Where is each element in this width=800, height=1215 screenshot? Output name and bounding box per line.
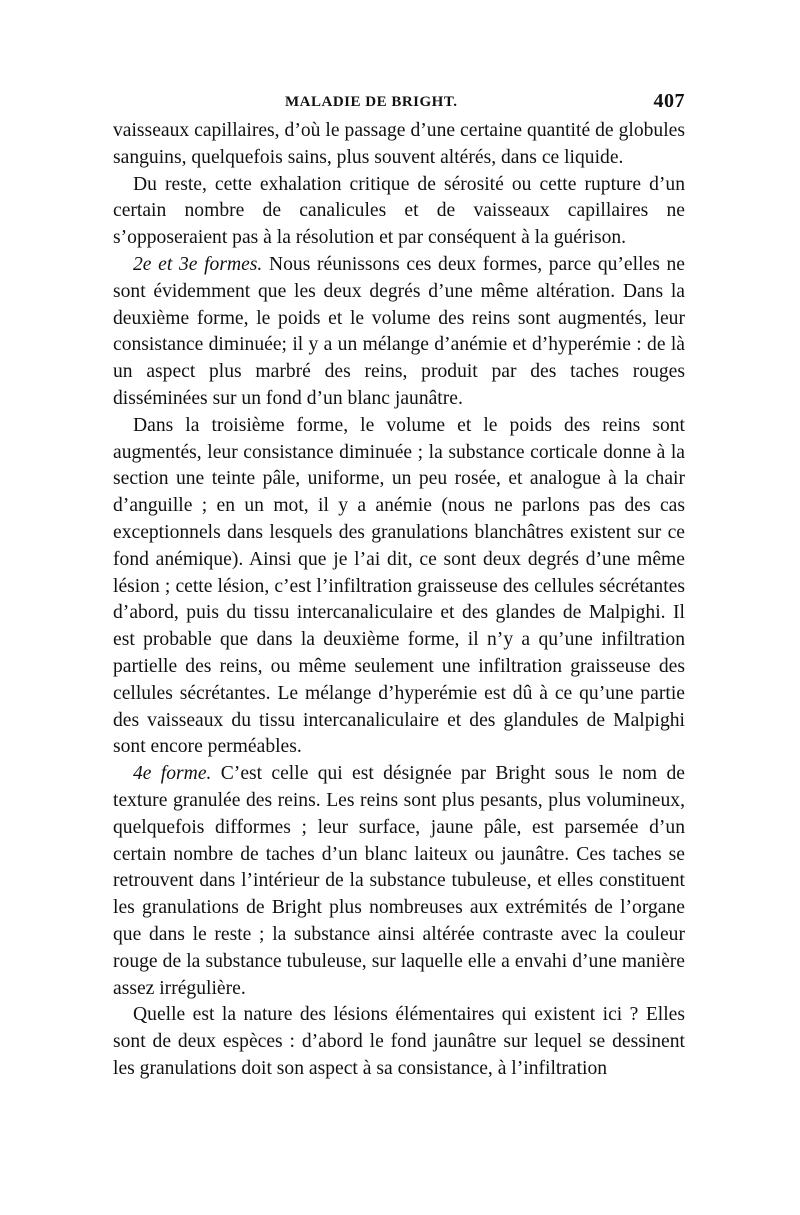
paragraph-5-lead: 4e forme.: [133, 763, 212, 785]
paragraph-6: Quelle est la nature des lésions élémentaires qui existent ici ? Elles sont de deux espèces : d’abord le fond jaunâtre sur lequel se dessinent les granulations doit son aspect à sa consistance, à l’infiltration: [113, 1004, 685, 1079]
paragraph-3: [113, 252, 685, 413]
paragraph-1: vaisseaux capillaires, d’où le passage d’une certaine quantité de globules sanguins, quelquefois sains, plus souvent altérés, dans ce liquide.: [113, 120, 685, 168]
page-number: 407: [653, 90, 685, 112]
running-title: MALADIE DE BRIGHT.: [285, 94, 458, 110]
body-text: [113, 118, 685, 1083]
paragraph-5-text: C’est celle qui est désignée par Bright sous le nom de texture granulée des reins. Les reins sont plus pesants, plus volumineux, quelquefois difformes ; leur surface, jaune pâle, est parsemée d’un certain nombre de taches d’un blanc laiteux ou jaunâtre. Ces taches se retrouvent dans l’intérieur de la substance tubuleuse, et elles constituent les granulations de Bright plus nombreuses aux extrémités de l’organe que dans le reste ; la substance ainsi altérée contraste avec la couleur rouge de la substance tubuleuse, sur laquelle elle a envahi d’une manière assez irrégulière.: [113, 763, 685, 999]
book-page: [113, 88, 685, 1083]
running-head: [113, 88, 685, 118]
paragraph-3-text: Nous réunissons ces deux formes, parce qu’elles ne sont évidemment que les deux degrés d’une même altération. Dans la deuxième forme, le poids et le volume des reins sont augmentés, leur consistance diminuée; il y a un mélange d’anémie et d’hyperémie : de là un aspect plus marbré des reins, produit par des taches rouges disséminées sur un fond d’un blanc jaunâtre.: [113, 253, 685, 409]
paragraph-5: [113, 761, 685, 1002]
paragraph-4: Dans la troisième forme, le volume et le poids des reins sont augmentés, leur consistance diminuée ; la substance corticale donne à la section une teinte pâle, uniforme, un peu rosée, et analogue à la chair d’anguille ; en un mot, il y a anémie (nous ne parlons pas des cas exceptionnels dans lesquels des granulations blanchâtres existent sur ce fond anémique). Ainsi que je l’ai dit, ce sont deux degrés d’une même lésion ; cette lésion, c’est l’infiltration graisseuse des cellules sécrétantes d’abord, puis du tissu intercanaliculaire et des glandes de Malpighi. Il est probable que dans la deuxième forme, il n’y a qu’une infiltration partielle des reins, ou même seulement une infiltration graisseuse des cellules sécrétantes. Le mélange d’hyperémie est dû à ce qu’une partie des vaisseaux du tissu intercanaliculaire et des glandules de Malpighi sont encore perméables.: [113, 414, 685, 758]
paragraph-3-lead: 2e et 3e formes.: [133, 253, 263, 275]
paragraph-2: Du reste, cette exhalation critique de sérosité ou cette rupture d’un certain nombre de canalicules et de vaisseaux capillaires ne s’opposeraient pas à la résolution et par conséquent à la guérison.: [113, 173, 685, 249]
